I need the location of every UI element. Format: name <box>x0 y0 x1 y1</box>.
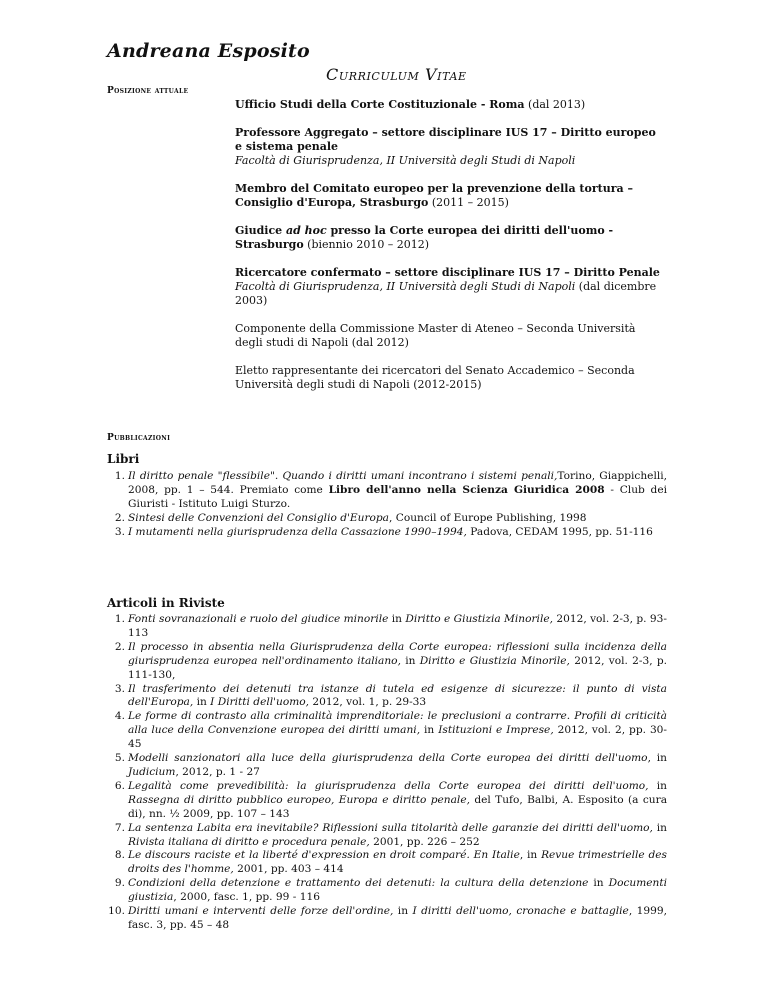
book-title: Il diritto penale "flessibile". Quando i diritti umani incontrano i sistemi penali, <box>128 470 558 482</box>
item-number: 1. <box>114 470 125 482</box>
journal-name: Revue trimestrielle des droits des l'homme, <box>128 849 667 876</box>
article-sep: in <box>388 613 406 625</box>
book-details: Padova, CEDAM 1995, pp. 51-116 <box>466 525 653 538</box>
item-number: 10. <box>108 905 125 918</box>
article-title: Le forme di contrasto alla criminalità imprenditoriale: le preclusioni a contrarre. Profili di criticità alla luce della Convenzione europea dei diritti umani, <box>128 710 667 737</box>
journal-name: Istituzioni e Imprese, <box>438 724 554 737</box>
list-item <box>107 877 667 905</box>
articles-heading: Articoli in Riviste <box>107 596 225 610</box>
position-title: Ricercatore confermato – settore disciplinare IUS 17 – Diritto Penale <box>235 266 660 279</box>
section-heading-current-position: Posizione attuale <box>107 86 189 96</box>
list-item <box>107 613 667 641</box>
books-list <box>107 470 667 540</box>
journal-name: Rassegna di diritto pubblico europeo, Europa e diritto penale, <box>128 793 470 806</box>
position-entry <box>235 224 665 252</box>
position-title: Membro del Comitato europeo per la prevenzione della tortura – Consiglio d'Europa, Strasburgo <box>235 182 633 209</box>
journal-name: Judicium <box>128 765 176 778</box>
list-item <box>107 470 667 512</box>
item-number: 5. <box>114 752 125 765</box>
current-position-list <box>235 98 665 406</box>
journal-name: I diritti dell'uomo, cronache e battaglie <box>412 905 629 918</box>
journal-name: Diritto e Giustizia Minorile, <box>419 654 570 667</box>
article-sep: in <box>648 779 667 792</box>
list-item <box>107 752 667 780</box>
article-details: , 1999, fasc. 3, pp. 45 – 48 <box>128 905 667 931</box>
item-number: 1. <box>114 613 125 625</box>
article-title: Modelli sanzionatori alla luce della giurisprudenza della Corte europea dei diritti dell'uomo <box>128 752 648 765</box>
item-number: 4. <box>114 710 125 723</box>
position-title-italic: ad hoc <box>285 224 327 237</box>
position-period: (2011 – 2015) <box>428 196 509 209</box>
article-details: , 2012, p. 1 - 27 <box>175 765 260 778</box>
list-item <box>107 780 667 822</box>
article-title: Condizioni della detenzione e trattamento dei detenuti: la cultura della detenzione <box>128 877 589 890</box>
list-item <box>107 683 667 711</box>
article-details: 2001, pp. 226 – 252 <box>369 835 480 848</box>
article-sep: in <box>393 905 413 918</box>
article-title: Il processo in absentia nella Giurisprudenza della Corte europea: riflessioni sulla incidenza della giurisprudenza europea nell'ordinamento italiano, <box>128 640 667 667</box>
position-title-part: presso la Corte europea dei diritti dell'uomo - Strasburgo <box>235 224 614 251</box>
position-entry <box>235 98 665 112</box>
book-details: - Club dei Giuristi - Istituto Luigi Sturzo. <box>128 483 667 510</box>
position-text: Eletto rappresentante dei ricercatori del Senato Accademico – Seconda Università degli studi di Napoli (2012-2015) <box>235 364 635 391</box>
article-title: Le discours raciste et la liberté d'expression en droit comparé. En Italie <box>128 849 520 862</box>
article-sep: , in <box>647 752 667 765</box>
position-entry <box>235 182 665 210</box>
position-entry <box>235 266 665 308</box>
item-number: 9. <box>114 877 125 890</box>
author-name: Andreana Esposito <box>107 40 310 62</box>
books-heading: Libri <box>107 452 140 466</box>
articles-list <box>107 613 667 933</box>
article-title: Il trasferimento dei detenuti tra istanze di tutela ed esigenze di sicurezze: il punto di vista dell'Europa, <box>128 682 667 709</box>
article-details: del Tufo, Balbi, A. Esposito (a cura di), nn. ½ 2009, pp. 107 – 143 <box>128 793 668 820</box>
article-details: 2012, vol. 2, pp. 30-45 <box>128 724 667 751</box>
position-text: Componente della Commissione Master di Ateneo – Seconda Università degli studi di Napoli (dal 2012) <box>235 322 636 349</box>
list-item <box>107 641 667 683</box>
article-details: , 2000, fasc. 1, pp. 99 - 116 <box>173 891 320 904</box>
article-title: Legalità come prevedibilità: la giurisprudenza della Corte europea dei diritti dell'uomo, <box>128 779 649 792</box>
item-number: 7. <box>114 821 125 834</box>
item-number: 8. <box>114 849 125 862</box>
journal-name: I Diritti dell'uomo, <box>210 696 310 709</box>
journal-name: Diritto e Giustizia Minorile, <box>405 613 553 625</box>
list-item <box>107 526 667 540</box>
position-institution: Facoltà di Giurisprudenza, II Università degli Studi di Napoli <box>235 154 576 167</box>
item-number: 6. <box>114 779 125 792</box>
position-title-part: Giudice <box>235 224 286 237</box>
position-title: Professore Aggregato – settore disciplinare IUS 17 – Diritto europeo e sistema penale <box>235 126 656 153</box>
article-details: 2012, vol. 1, p. 29-33 <box>309 696 427 709</box>
list-item <box>107 512 667 526</box>
book-details: Torino, Giappichelli, 2008, pp. 1 – 544. Premiato come <box>128 470 667 496</box>
position-entry <box>235 364 665 392</box>
article-sep: , in <box>519 849 542 862</box>
item-number: 3. <box>114 682 125 695</box>
position-period: (dal dicembre 2003) <box>235 280 657 307</box>
position-institution: Facoltà di Giurisprudenza, II Università degli Studi di Napoli <box>235 280 576 293</box>
book-award: Libro dell'anno nella Scienza Giuridica 2008 <box>328 483 605 496</box>
position-period: (biennio 2010 – 2012) <box>303 238 430 251</box>
list-item <box>107 710 667 752</box>
book-details: , Council of Europe Publishing, 1998 <box>389 511 587 524</box>
article-title: Diritti umani e interventi delle forze dell'ordine, <box>128 905 394 918</box>
journal-name: Rivista italiana di diritto e procedura penale, <box>128 835 370 848</box>
article-details: 2012, vol. 2-3, p. 111-130, <box>128 654 668 681</box>
article-details: 2001, pp. 403 – 414 <box>233 863 344 876</box>
document-title: Curriculum Vitae <box>326 65 467 84</box>
article-sep: in <box>193 696 211 709</box>
item-number: 2. <box>114 640 125 653</box>
item-number: 2. <box>114 511 125 524</box>
list-item <box>107 849 667 877</box>
list-item <box>107 822 667 850</box>
article-sep: in <box>420 724 439 737</box>
list-item <box>107 905 667 933</box>
journal-name: Documenti giustizia <box>128 877 667 904</box>
position-entry <box>235 126 665 168</box>
article-details: 2012, vol. 2-3, p. 93-113 <box>128 613 667 639</box>
section-heading-publications: Pubblicazioni <box>107 433 171 443</box>
article-title: La sentenza Labita era inevitabile? Riflessioni sulla titolarità delle garanzie dei diritti dell'uomo, <box>128 821 653 834</box>
book-title: Sintesi delle Convenzioni del Consiglio d'Europa <box>128 511 389 524</box>
position-period: (dal 2013) <box>524 98 586 111</box>
item-number: 3. <box>114 525 125 538</box>
article-title: Fonti sovranazionali e ruolo del giudice minorile <box>128 613 389 625</box>
article-sep: in <box>652 821 667 834</box>
book-title: I mutamenti nella giurisprudenza della Cassazione 1990–1994, <box>128 525 467 538</box>
article-sep: in <box>588 877 609 890</box>
article-sep: in <box>400 654 420 667</box>
position-entry <box>235 322 665 350</box>
position-title: Ufficio Studi della Corte Costituzionale - Roma <box>235 98 525 111</box>
